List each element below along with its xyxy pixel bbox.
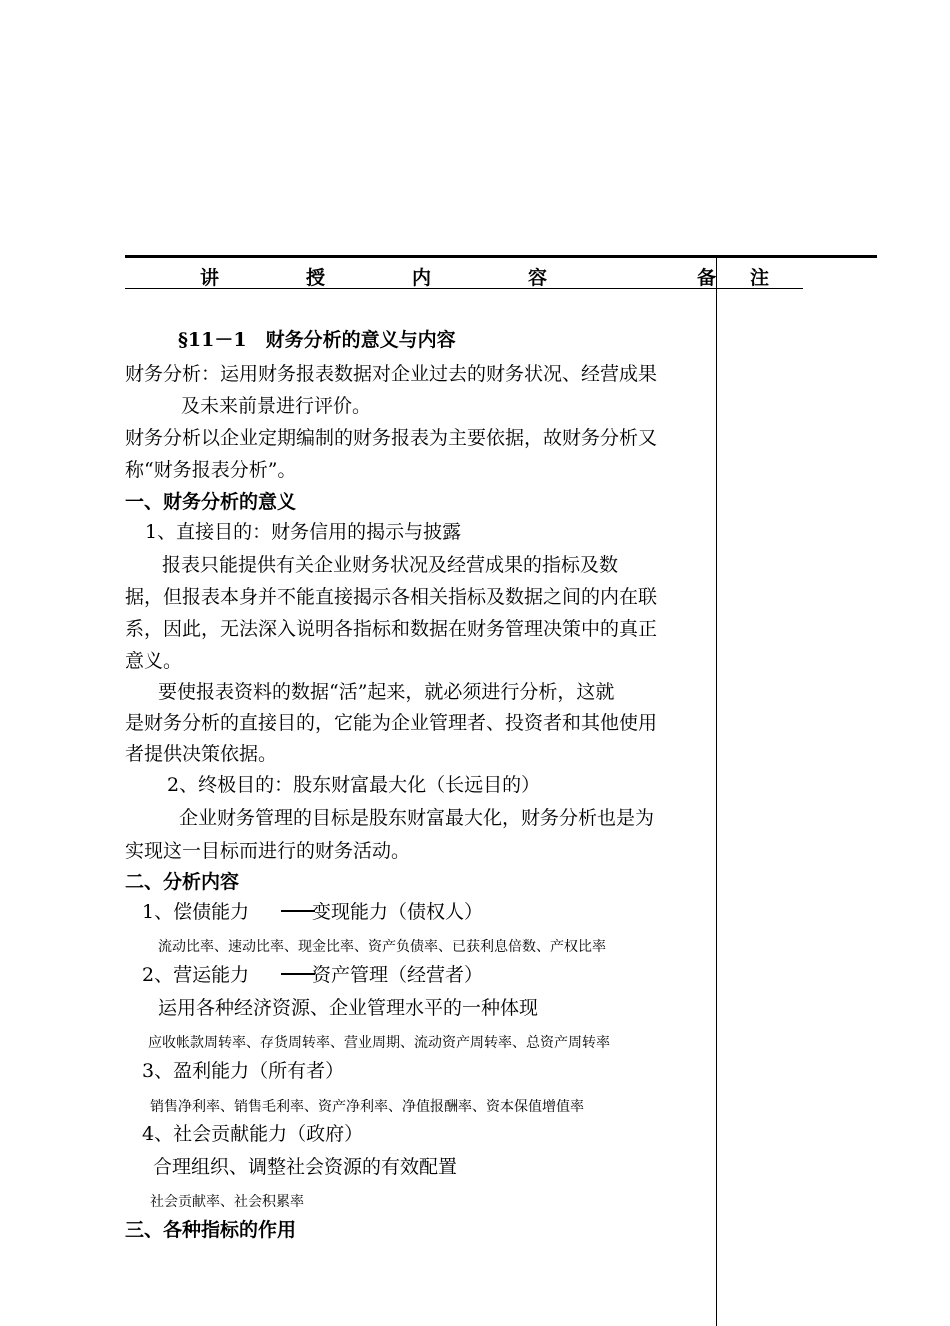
paragraph-line: 实现这一目标而进行的财务活动。 <box>125 840 411 862</box>
section-title: §11－1 财务分析的意义与内容 <box>178 329 456 351</box>
paragraph-line: 财务分析以企业定期编制的财务报表为主要依据，故财务分析又 <box>125 427 658 449</box>
dash-line <box>281 973 315 975</box>
list-item-detail: 资产管理（经营者） <box>312 964 484 986</box>
heading-2: 二、分析内容 <box>125 871 240 893</box>
paragraph-line: 合理组织、调整社会资源的有效配置 <box>153 1156 458 1178</box>
list-item-label: 2、营运能力 <box>142 964 250 986</box>
paragraph-line: 系，因此，无法深入说明各指标和数据在财务管理决策中的真正 <box>125 618 658 640</box>
indicator-list: 社会贡献率、社会积累率 <box>150 1194 304 1210</box>
heading-1: 一、财务分析的意义 <box>125 491 297 513</box>
list-item-label: 1、偿债能力 <box>142 901 250 923</box>
indicator-list: 流动比率、速动比率、现金比率、资产负债率、已获利息倍数、产权比率 <box>158 939 606 955</box>
header-col2-char: 备 <box>697 267 717 289</box>
indicator-list: 应收帐款周转率、存货周转率、营业周期、流动资产周转率、总资产周转率 <box>148 1035 610 1051</box>
dash-line <box>281 910 315 912</box>
paragraph-line: 及未来前景进行评价。 <box>181 395 372 417</box>
subheading: 2、终极目的：股东财富最大化（长远目的） <box>167 774 541 796</box>
paragraph-line: 据，但报表本身并不能直接揭示各相关指标及数据之间的内在联 <box>125 586 658 608</box>
top-rule <box>125 255 877 258</box>
paragraph-line: 要使报表资料的数据“活”起来，就必须进行分析，这就 <box>158 681 615 703</box>
paragraph-line: 运用各种经济资源、企业管理水平的一种体现 <box>158 997 539 1019</box>
indicator-list: 销售净利率、销售毛利率、资产净利率、净值报酬率、资本保值增值率 <box>150 1099 584 1115</box>
header-col1-char: 容 <box>528 267 548 289</box>
paragraph-line: 企业财务管理的目标是股东财富最大化，财务分析也是为 <box>179 807 655 829</box>
header-col1-char: 授 <box>306 267 326 289</box>
header-col2-char: 注 <box>750 267 770 289</box>
heading-3: 三、各种指标的作用 <box>125 1219 297 1241</box>
paragraph-line: 称“财务报表分析”。 <box>125 459 297 481</box>
paragraph-line: 意义。 <box>125 650 183 672</box>
paragraph-line: 报表只能提供有关企业财务状况及经营成果的指标及数 <box>162 554 619 576</box>
list-item-detail: 变现能力（债权人） <box>312 901 484 923</box>
header-col1-char: 内 <box>412 267 432 289</box>
list-item-label: 3、盈利能力（所有者） <box>142 1060 345 1082</box>
paragraph-line: 财务分析：运用财务报表数据对企业过去的财务状况、经营成果 <box>125 363 658 385</box>
paragraph-line: 是财务分析的直接目的，它能为企业管理者、投资者和其他使用 <box>125 712 658 734</box>
subheading: 1、直接目的：财务信用的揭示与披露 <box>145 521 462 543</box>
list-item-label: 4、社会贡献能力（政府） <box>142 1123 364 1145</box>
header-col1-char: 讲 <box>200 267 220 289</box>
paragraph-line: 者提供决策依据。 <box>125 743 278 765</box>
column-divider <box>716 258 717 1326</box>
